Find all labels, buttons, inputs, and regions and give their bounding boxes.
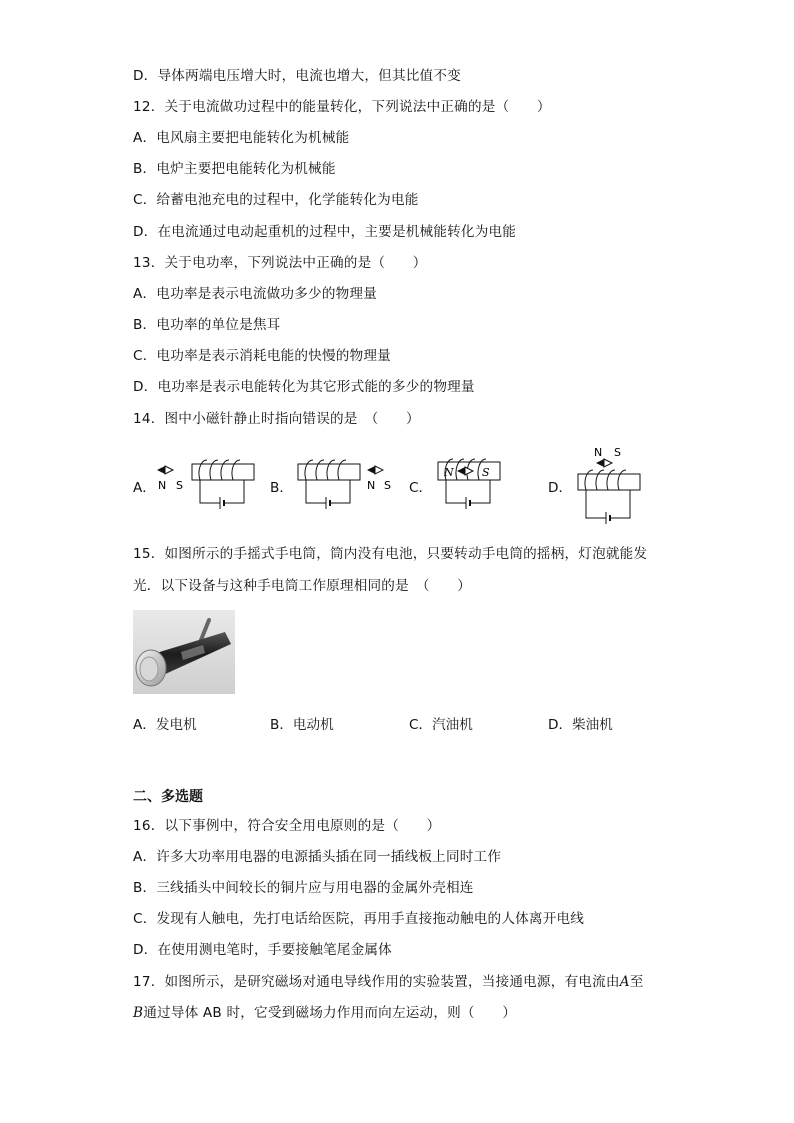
q17-point-a: A <box>619 974 630 990</box>
q16-option-b[interactable]: B．三线插头中间较长的铜片应与用电器的金属外壳相连 <box>133 880 474 896</box>
q15-option-a[interactable]: A．发电机 <box>133 717 197 733</box>
q14b-pole-n: N <box>367 479 376 492</box>
q15-flashlight-image <box>133 610 235 694</box>
q14-figure-a <box>150 455 265 515</box>
q14-figure-c <box>432 455 512 515</box>
section-title-multiple-choice: 二、多选题 <box>133 789 203 805</box>
q16-option-a[interactable]: A．许多大功率用电器的电源插头插在同一插线板上同时工作 <box>133 849 502 865</box>
q15-option-c[interactable]: C．汽油机 <box>409 717 473 733</box>
q13-stem: 13．关于电功率，下列说法中正确的是（ ） <box>133 255 427 271</box>
q14-option-c-label[interactable]: C． <box>409 480 433 496</box>
q14-option-b-label[interactable]: B． <box>270 480 293 496</box>
q12-option-c[interactable]: C．给蓄电池充电的过程中，化学能转化为电能 <box>133 192 419 208</box>
q12-option-d[interactable]: D．在电流通过电动起重机的过程中，主要是机械能转化为电能 <box>133 224 517 240</box>
q17-line1-suffix: 至 <box>629 974 644 990</box>
q17-point-b: B <box>133 1005 144 1021</box>
q14a-pole-n: N <box>158 479 167 492</box>
q14c-pole-n: N <box>444 466 454 479</box>
q14d-pole-n: N <box>594 446 603 459</box>
q17-line2-rest: 通过导体 AB 时，它受到磁场力作用而向左运动，则（ ） <box>143 1005 517 1021</box>
q15-stem-line1: 15．如图所示的手摇式手电筒，筒内没有电池，只要转动手电筒的摇柄，灯泡就能发 <box>133 546 648 562</box>
q16-option-c[interactable]: C．发现有人触电，先打电话给医院，再用手直接拖动触电的人体离开电线 <box>133 911 585 927</box>
q15-option-d[interactable]: D．柴油机 <box>548 717 613 733</box>
q12-stem: 12．关于电流做功过程中的能量转化，下列说法中正确的是（ ） <box>133 99 551 115</box>
q12-option-b[interactable]: B．电炉主要把电能转化为机械能 <box>133 161 336 177</box>
q16-option-d[interactable]: D．在使用测电笔时，手要接触笔尾金属体 <box>133 942 392 958</box>
q14-option-d-label[interactable]: D． <box>548 480 573 496</box>
q12-option-a[interactable]: A．电风扇主要把电能转化为机械能 <box>133 130 350 146</box>
q16-stem: 16．以下事例中，符合安全用电原则的是（ ） <box>133 818 441 834</box>
q13-option-c[interactable]: C．电功率是表示消耗电能的快慢的物理量 <box>133 348 391 364</box>
q15-stem-line2: 光．以下设备与这种手电筒工作原理相同的是 （ ） <box>133 578 472 594</box>
q14b-pole-s: S <box>384 479 391 492</box>
q14-option-a-label[interactable]: A． <box>133 480 156 496</box>
q15-option-b[interactable]: B．电动机 <box>270 717 334 733</box>
q11-option-d: D．导体两端电压增大时，电流也增大，但其比值不变 <box>133 68 461 84</box>
q14d-pole-s: S <box>614 446 621 459</box>
q13-option-b[interactable]: B．电功率的单位是焦耳 <box>133 317 281 333</box>
q13-option-d[interactable]: D．电功率是表示电能转化为其它形式能的多少的物理量 <box>133 379 475 395</box>
q17-line1-prefix: 17．如图所示，是研究磁场对通电导线作用的实验装置，当接通电源，有电流由 <box>133 974 620 990</box>
q14-figure-b <box>292 455 407 515</box>
q17-stem-line1 <box>133 973 644 991</box>
q14c-pole-s: S <box>482 466 490 479</box>
q13-option-a[interactable]: A．电功率是表示电流做功多少的物理量 <box>133 286 377 302</box>
q17-stem-line2 <box>133 1004 516 1022</box>
q14a-pole-s: S <box>176 479 183 492</box>
q14-stem: 14．图中小磁针静止时指向错误的是 （ ） <box>133 411 420 427</box>
q14-figure-d <box>574 442 654 526</box>
